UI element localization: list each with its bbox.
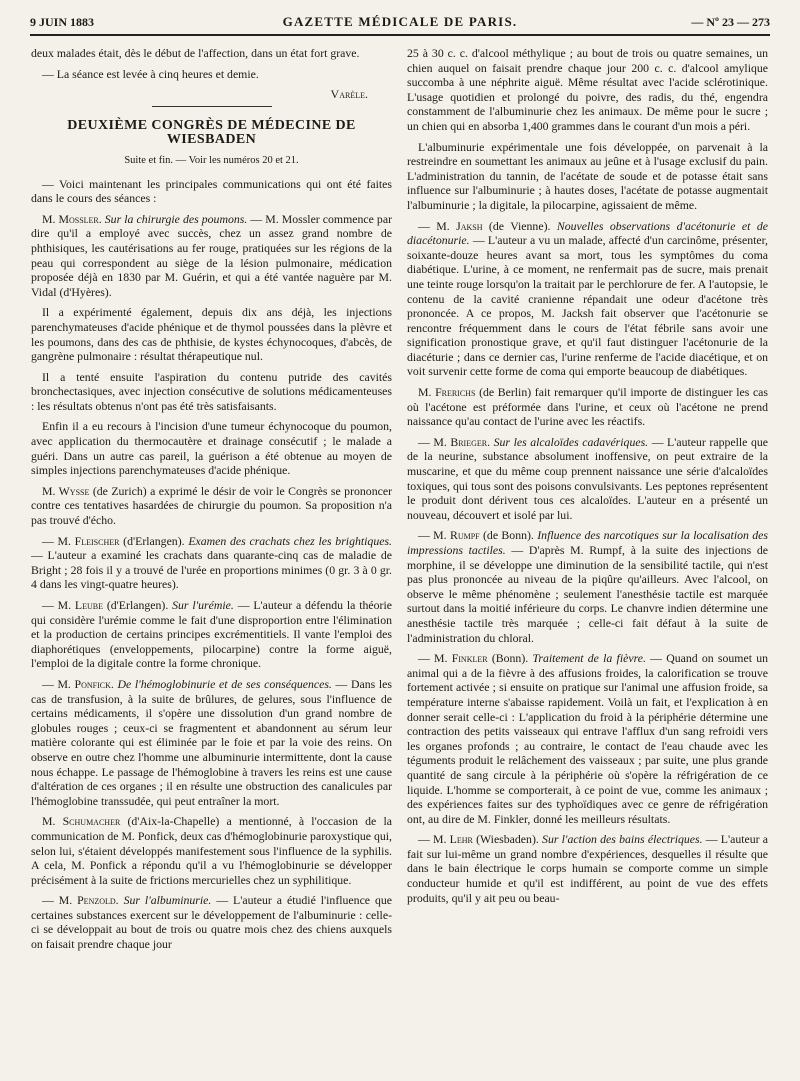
author-city: (d'Erlangen). [106,598,169,612]
author-name: M. Wysse [42,483,90,498]
author-city: (Bonn). [491,651,529,666]
section-subtitle: Suite et fin. — Voir les numéros 20 et 21. [124,154,299,166]
author-name: — M. Rumpf [418,528,480,543]
paragraph: 25 à 30 c. c. d'alcool méthylique ; au bout de trois ou quatre semaines, un chien auquel on faisait prendre chaque jour 200 c. c. d'alcool amylique succomba à une néphrite aiguë. Même résultat avec l'acide sclérotinique. L'usage quotidien et prolongé du poivre, des radis, du thé, engendra constamment de l'albuminurie chez les animaux. De même pour le sucre ; un chien qui en absorba 1,400 grammes dans le courant d'un mois a péri. [407,46,768,133]
communication-text: — L'auteur rappelle que de la neurine, substance absolument inoffensive, on peut extraire de la muscarine, et que du même coup prennent naissance une série d'alcaloïdes toxiques, qui tous sont des poisons convulsivants. Les peptones représentent le produit dont dérivent tous ces alcaloïdes. L'auteur en a présenté un nouveau, découvert et isolé par lui. [407,434,768,522]
communication-title: De l'hémoglobinurie et de ses conséquences. [117,676,332,691]
author-city: (Wiesbaden). [476,832,539,847]
left-column [31,46,392,1076]
communication-penzold [31,893,392,951]
author-city: (de Vienne). [488,218,551,233]
section-title: DEUXIÈME CONGRÈS DE MÉDECINE DE WIESBADEN [67,117,356,148]
author-city: (de Bonn). [483,528,534,543]
communication-jaksh [407,219,768,380]
author-signature: Varèle. [330,87,368,102]
communication-mossler [31,212,392,300]
communication-lehr [407,832,768,905]
author-name: M. Mossler. [42,211,102,226]
author-name: — M. Jaksh [418,218,483,233]
communication-text: (d'Aix-la-Chapelle) a mentionné, à l'occasion de la communication de M. Ponfick, deux cas d'hémoglobinurie paroxystique qui, selon lui, s'étaient développés manifestement sous l'influence de la syphilis. A cela, M. Ponfick a répondu qu'il a vu l'hémoglobinurie se développer précisément à la suite de frictions mercurielles chez un syphilitique. [31,814,392,887]
issue-page-number: — Nº 23 — 273 [691,15,770,29]
author-name: — M. Brieger. [418,434,491,449]
communication-finkler [407,651,768,826]
communication-frerichs [407,385,768,429]
communication-title: Sur l'action des bains électriques. [542,832,703,847]
author-name: — M. Penzold. [42,893,119,908]
communication-text: — L'auteur a examiné les crachats dans quarante-cinq cas de maladie de Bright ; 28 fois il y a trouvé de l'urée en proportions minimes (0 gr. 3 à 0 gr. 4 dans les vingt-quatre heures). [31,548,392,592]
author-name: — M. Lehr [418,832,473,847]
communication-wysse [31,484,392,528]
communication-text: — D'après M. Rumpf, à la suite des injections de morphine, il se développe une diminution de la sensibilité tactile, qui n'est pas plus prononcée au niveau de la piqûre qu'ailleurs. Avec l'alcool, on observe le même phénomène ; seulement l'anesthésie tactile est marquée surtout dans la moitié inférieure du corps. Le chanvre indien détermine une anesthésie tactile très marquée ; celle-ci fait défaut à la suite de l'administration du chloral. [407,543,768,645]
paragraph: — La séance est levée à cinq heures et demie. [42,66,259,81]
author-name: — M. Finkler [418,651,488,666]
communication-text: — Quand on soumet un animal qui a de la fièvre à des affusions froides, la calorification se trouve fortement activée ; si ensuite on pratique sur l'animal une affusion froide, sa température interne s'abaisse rapidement. Voilà un fait, et l'explication à en donner serait celle-ci : L'application du froid à la périphérie détermine une contraction des petits vaisseaux qui entrave l'afflux d'un sang refroidi vers les organes profonds ; au contraire, le contact de l'eau chaude avec les téguments produit le relâchement des vaisseaux ; par suite, une plus grande quantité de sang circule à la périphérie où s'opère la réfrigération de ce liquide. L'homme se comporterait, à ce point de vue, comme les animaux ; des expériences faites sur des typhoïdiques avec ce genre de réfrigération ont, au dire de M. Finkler, donné les meilleurs résultats. [407,651,768,826]
author-city: (d'Erlangen). [123,533,185,548]
communication-title: Nouvelles observations d'acétonurie et de diacétonurie. [407,218,768,248]
communication-title: Influence des narcotiques sur la localisation des impressions tactiles. [407,528,768,557]
author-name: — M. Leube [42,598,104,612]
communication-text: — Dans les cas de transfusion, à la suite de brûlures, de gelures, sous l'influence de certains médicaments, il s'opère une dissolution d'un grand nombre de globules rouges ; ceux-ci se fragmentent et abandonnent au sérum leur matière colorante qui est éliminée par le foie et par la voie des reins. On observe en outre chez l'homme une albuminurie intermittente, dont la cause nous échappe. Le passage de l'hémoglobine à travers les reins est une cause d'altération de ces organes ; il en résulte une obstruction des canalicules par l'hémoglobine transsudée, qui peut entraîner la mort. [31,676,392,808]
communication-text: — L'auteur a vu un malade, affecté d'un carcinôme, présenter, soixante-douze heures avant sa mort, tous les symptômes du coma diabétique. L'urine, à ce moment, ne renfermait pas de sucre, mais prenait une teinte rouge lorsqu'on la traitait par le perchlorure de fer. A l'autopsie, le contenu de la cavité cranienne répandait une odeur d'acétone très prononcée. A ce propos, M. Jacksh fait observer que l'acétonurie se rencontre fréquemment dans le cours de l'état fébrile sans avoir une signification pronostique grave, et qu'il faut distinguer l'acétonurie de la diacéturie ; dans ce dernier cas, l'urine renferme de l'acide diacétique, et on voit survenir cette forme de coma qui emporte beaucoup de diabétiques. [407,233,768,379]
author-name: — M. Fleischer [42,533,120,548]
author-name: — M. Ponfick. [42,676,114,691]
communication-schumacher [31,814,392,887]
communication-brieger [407,435,768,523]
communication-rumpf [407,528,768,645]
communication-title: Examen des crachats chez les brightiques. [188,533,392,548]
paragraph: — Voici maintenant les principales communications qui ont été faites dans le cours des séances : [31,176,392,206]
communication-fleischer [31,534,392,592]
communication-text: — L'auteur a étudié l'influence que certaines substances exercent sur le développement de l'albuminurie : celle-ci se développait au bout de trois ou quatre mois chez des chiens auxquels on faisait prendre chaque jour [31,893,392,952]
communication-text: (de Zurich) a exprimé le désir de voir le Congrès se prononcer contre ces tentatives hasardées de chirurgie du poumon. Sa proposition n'a pas trouvé d'écho. [31,483,392,528]
right-column [407,46,768,1076]
journal-title: GAZETTE MÉDICALE DE PARIS. [282,14,518,29]
communication-text: — L'auteur a fait sur lui-même un grand nombre d'expériences, desquelles il résulte que dans le bain électrique le corps humain se comporte comme un simple conducteur humide et qu'il est indifférent, au point de vue des effets produits, qu'il y ait peu ou beau- [407,832,768,905]
author-name: M. Frerichs [418,385,476,400]
communication-text: — L'auteur a défendu la théorie qui considère l'urémie comme le fait d'une disproportion entre l'élimination et la production de certains principes excrémentitiels. Il vante l'emploi des diaphorétiques (enveloppements, pilocarpine) contre la forme aiguë, l'emploi de la digitale contre la forme chronique. [31,598,392,671]
communication-title: Sur la chirurgie des poumons. [104,211,248,226]
communication-ponfick [31,677,392,808]
communication-title: Sur l'albuminurie. [123,893,212,908]
communication-text: (de Berlin) fait remarquer qu'il importe de distinguer les cas où l'acétone est préformée dans l'urine, et ceux où l'acétone ne prend naissance qu'au contact de l'urine avec les réactifs. [407,385,768,429]
paragraph: Il a tenté ensuite l'aspiration du contenu putride des cavités bronchectasiques, avec injection consécutive de solutions médicamenteuses : les résultats obtenus n'ont pas été très satisfaisants. [31,369,392,413]
divider [152,106,272,107]
issue-date: 9 JUIN 1883 [30,15,95,29]
communication-title: Sur l'urémie. [172,598,234,612]
communication-leube [31,598,392,671]
paragraph: Il a expérimenté également, depuis dix ans déjà, les injections parenchymateuses d'acide phénique et de thymol poussées dans la plèvre et les poumons, dans des cas de phthisie, de kystes échynocoques, d'abcès, de gangrène pulmonaire : résultat thérapeutique nul. [31,305,392,364]
communication-text: — M. Mossler commence par dire qu'il a employé avec succès, chez un assez grand nombre de phthisiques, les cautérisations au fer rouge, pratiquées sur les régions de la peau qui correspondent au siège de la lésion pulmonaire, médication proposée déjà en 1830 par M. Guérin, et qui a été vantée naguère par M. Vidal (d'Hyères). [31,211,392,299]
author-name: M. Schumacher [42,814,121,829]
communication-title: Sur les alcaloïdes cadavériques. [493,434,649,449]
paragraph: Enfin il a eu recours à l'incision d'une tumeur échynocoque du poumon, avec application du thermocautère et drainage consécutif ; le malade a guéri. Dans un autre cas pareil, la guérison a été obtenue au moyen de simples injections parenchymateuses d'acide phénique. [31,419,392,478]
paragraph: deux malades était, dès le début de l'affection, dans un état fort grave. [31,46,360,60]
paragraph: L'albuminurie expérimentale une fois développée, on parvenait à la restreindre en soumettant les animaux au jeûne et à l'usage exclusif du pain. L'administration du tannin, de l'acétate de soude et de potasse était sans influence sur l'albuminurie ; à hautes doses, l'acétate de potasse augmentait l'albuminurie ; la digitale, la pilocarpine, agissaient de même. [407,139,768,212]
communication-title: Traitement de la fièvre. [532,651,646,666]
page-header [30,8,770,36]
